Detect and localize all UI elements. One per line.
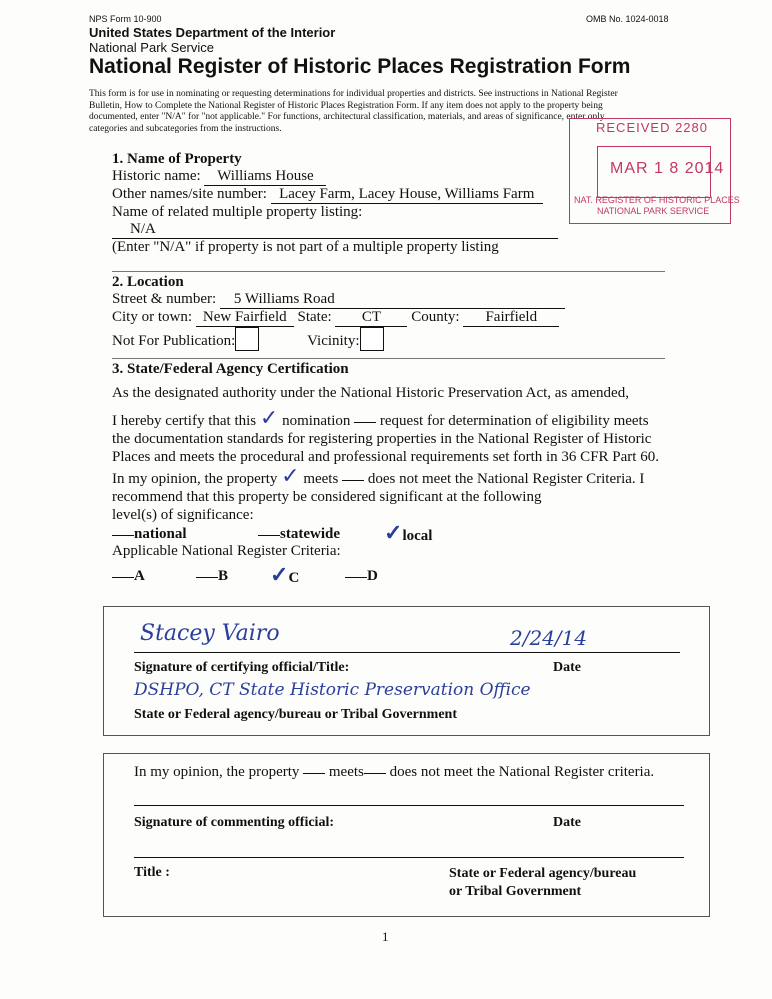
- section2-heading: 2. Location: [112, 274, 184, 290]
- street-row: [112, 291, 565, 309]
- other-names-label: Other names/site number:: [112, 186, 267, 202]
- not-for-publication-checkbox[interactable]: [235, 327, 259, 351]
- street-value: 5 Williams Road: [220, 291, 565, 309]
- certify-text: I hereby certify that this: [112, 413, 257, 429]
- certifying-signature-label: Signature of certifying official/Title:: [134, 660, 350, 675]
- nomination-label: nomination: [282, 413, 351, 429]
- commenting-signature-line: [134, 805, 684, 806]
- commenting-title-line: [134, 857, 684, 858]
- criterion-b-blank[interactable]: [196, 577, 218, 578]
- historic-name-row: [112, 168, 326, 186]
- criterion-a-blank[interactable]: [112, 577, 134, 578]
- certifying-title-value: DSHPO, CT State Historic Preservation Office: [134, 680, 531, 700]
- other-names-row: [112, 186, 543, 204]
- opinion-paragraph: [112, 463, 645, 524]
- form-number: NPS Form 10-900: [89, 14, 162, 24]
- request-blank[interactable]: [354, 422, 376, 423]
- local-option[interactable]: [384, 520, 432, 546]
- commenting-does-not-meet-blank[interactable]: [364, 773, 386, 774]
- certification-line: Places and meets the procedural and professional requirements set forth in 36 CFR Part 60.: [112, 449, 659, 465]
- criteria-label: Applicable National Register Criteria:: [112, 543, 341, 559]
- certification-paragraph: [112, 405, 659, 466]
- county-value: Fairfield: [463, 309, 559, 327]
- certifying-date-label: Date: [553, 660, 581, 675]
- meets-label: meets: [303, 471, 339, 487]
- state-value: CT: [335, 309, 407, 327]
- section3-heading: 3. State/Federal Agency Certification: [112, 361, 349, 377]
- historic-name-value: Williams House: [204, 168, 326, 186]
- stamp-date: MAR 1 8 2014: [610, 160, 725, 177]
- opinion-line: [112, 463, 645, 488]
- commenting-meets-blank[interactable]: [303, 773, 325, 774]
- meets-check-icon: ✓: [281, 463, 300, 488]
- section-divider: [112, 358, 665, 359]
- page-number: 1: [382, 929, 389, 944]
- national-blank[interactable]: [112, 535, 134, 536]
- opinion-text: In my opinion, the property: [112, 471, 278, 487]
- form-title: National Register of Historic Places Registration Form: [89, 55, 631, 78]
- section-divider: [112, 271, 665, 272]
- related-listing-value-row: [112, 221, 558, 239]
- na-note: (Enter "N/A" if property is not part of a multiple property listing: [112, 239, 499, 255]
- criterion-a[interactable]: [112, 568, 145, 585]
- city-row: [112, 309, 559, 327]
- commenting-date-label: Date: [553, 815, 581, 830]
- certifying-signature: Stacey Vairo: [140, 621, 280, 646]
- local-check-icon: ✓: [384, 520, 403, 545]
- authority-text: As the designated authority under the National Historic Preservation Act, as amended,: [112, 385, 629, 401]
- commenting-agency-line: State or Federal agency/bureau: [449, 866, 637, 881]
- vicinity-checkbox[interactable]: [360, 327, 384, 351]
- statewide-label: statewide: [280, 526, 340, 542]
- historic-name-label: Historic name:: [112, 168, 201, 184]
- commenting-agency-line: or Tribal Government: [449, 884, 582, 899]
- criterion-a-label: A: [134, 568, 145, 584]
- other-names-value: Lacey Farm, Lacey House, Williams Farm: [271, 186, 543, 204]
- opinion-line: recommend that this property be considered significant at the following: [112, 489, 542, 505]
- commenting-opinion-text: In my opinion, the property: [134, 764, 300, 780]
- instructions-line: categories and subcategories from the instructions.: [89, 123, 282, 134]
- service: National Park Service: [89, 40, 214, 55]
- stamp-received: RECEIVED 2280: [596, 120, 708, 135]
- local-label: local: [402, 528, 433, 544]
- certification-line: [112, 405, 659, 430]
- criterion-d-label: D: [367, 568, 378, 584]
- national-label: national: [134, 526, 187, 542]
- criterion-c-check-icon: ✓: [270, 562, 289, 587]
- criterion-c[interactable]: [270, 562, 299, 588]
- related-listing-label: Name of related multiple property listing:: [112, 204, 363, 220]
- stamp-register: NAT. REGISTER OF HISTORIC PLACES: [574, 195, 740, 205]
- instructions-line: This form is for use in nominating or requesting determinations for individual properties and districts. See instructions in National Register: [89, 89, 618, 99]
- commenting-signature-label: Signature of commenting official:: [134, 815, 334, 830]
- county-label: County:: [411, 309, 460, 325]
- criterion-d-blank[interactable]: [345, 577, 367, 578]
- national-option[interactable]: [112, 526, 187, 543]
- criterion-b[interactable]: [196, 568, 228, 585]
- instructions: [89, 89, 618, 135]
- instructions-line: Bulletin, How to Complete the National Register of Historic Places Registration Form. If any item does not apply to the property being: [89, 100, 603, 111]
- does-not-meet-label: does not meet the National Register Criteria. I: [367, 471, 645, 487]
- street-label: Street & number:: [112, 291, 217, 307]
- publication-row: [112, 327, 384, 351]
- stamp-nps: NATIONAL PARK SERVICE: [597, 206, 710, 216]
- instructions-line: documented, enter "N/A" for "not applicable." For functions, architectural classification, materials, and areas of significance, enter only: [89, 112, 605, 122]
- statewide-blank[interactable]: [258, 535, 280, 536]
- commenting-meets-label: meets: [328, 764, 364, 780]
- statewide-option[interactable]: [258, 526, 340, 543]
- certifying-agency-label: State or Federal agency/bureau or Tribal Government: [134, 707, 458, 722]
- city-label: City or town:: [112, 309, 193, 325]
- request-label: request for determination of eligibility meets: [379, 413, 649, 429]
- section1-heading: 1. Name of Property: [112, 151, 242, 167]
- related-listing-value: N/A: [130, 221, 156, 237]
- commenting-agency-label: [449, 865, 636, 901]
- not-for-publication-label: Not For Publication:: [112, 333, 236, 349]
- commenting-opinion: [134, 764, 654, 781]
- city-value: New Fairfield: [196, 309, 294, 327]
- certifying-date-value: 2/24/14: [510, 626, 588, 650]
- criterion-d[interactable]: [345, 568, 378, 585]
- commenting-title-label: Title :: [134, 865, 170, 880]
- commenting-does-not-meet-label: does not meet the National Register criteria.: [389, 764, 655, 780]
- opinion-line: level(s) of significance:: [112, 507, 254, 523]
- omb-number: OMB No. 1024-0018: [586, 14, 669, 24]
- department: United States Department of the Interior: [89, 25, 336, 40]
- criterion-b-label: B: [218, 568, 229, 584]
- signature-line: [134, 652, 680, 653]
- certification-line: the documentation standards for registering properties in the National Register of Historic: [112, 431, 652, 447]
- criterion-c-label: C: [288, 570, 300, 586]
- vicinity-label: Vicinity:: [307, 333, 360, 349]
- nomination-check-icon: ✓: [259, 405, 279, 430]
- does-not-meet-blank[interactable]: [342, 480, 364, 481]
- state-label: State:: [297, 309, 332, 325]
